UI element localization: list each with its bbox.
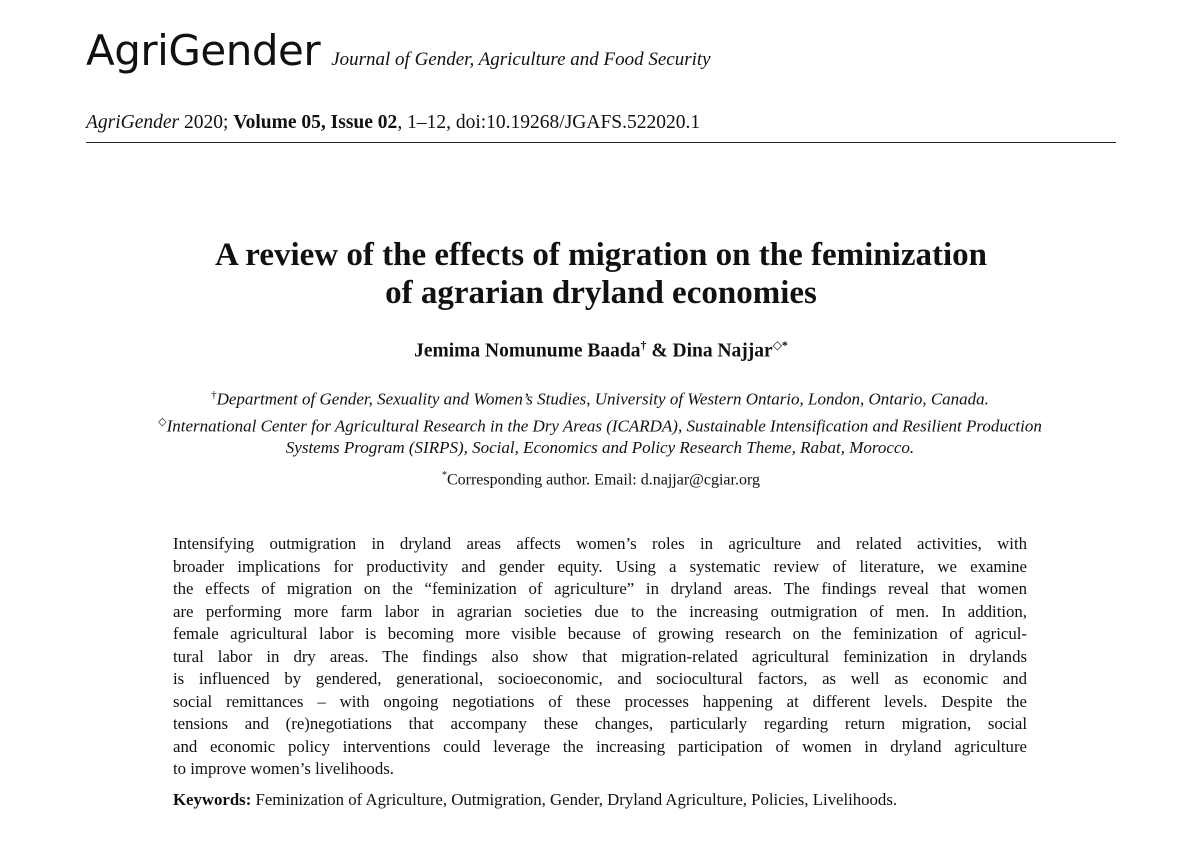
citation-year: 2020; — [179, 112, 234, 133]
journal-subtitle: Journal of Gender, Agriculture and Food Security — [331, 49, 711, 70]
abstract-line: broader implications for productivity and gender equity. Using a systematic review of literature, we examine — [173, 556, 1027, 576]
affiliation-text: International Center for Agricultural Research in the Dry Areas (ICARDA), Sustainable Intensification and Resilient Production — [166, 416, 1042, 436]
journal-name: AgriGender — [86, 26, 321, 75]
abstract — [173, 533, 1027, 781]
article-title-line-2: of agrarian dryland economies — [385, 275, 817, 311]
abstract-line: are performing more farm labor in agrarian societies due to the increasing outmigration of men. In addition, — [173, 601, 1027, 621]
author-mark-1: † — [640, 338, 647, 352]
affiliation-2-continued — [40, 437, 1160, 459]
keywords-text: Feminization of Agriculture, Outmigration, Gender, Dryland Agriculture, Policies, Livelihoods. — [251, 790, 898, 809]
abstract-line: and economic policy interventions could leverage the increasing participation of women in dryland agriculture — [173, 736, 1027, 756]
article-title — [86, 236, 1116, 312]
corresponding-mark: * — [441, 470, 447, 481]
author-list — [86, 338, 1116, 363]
keywords — [173, 790, 1027, 810]
affiliation-1 — [40, 384, 1160, 411]
affiliation-text: Systems Program (SIRPS), Social, Economics and Policy Research Theme, Rabat, Morocco. — [285, 438, 915, 458]
abstract-line: female agricultural labor is becoming more visible because of growing research on the feminization of agricul- — [173, 624, 1027, 643]
affiliation-mark: † — [211, 389, 217, 401]
journal-masthead — [86, 26, 711, 75]
article-title-line-1: A review of the effects of migration on the feminization — [215, 237, 987, 273]
abstract-line: is influenced by gendered, generational, socioeconomic, and sociocultural factors, as well as economic and — [173, 669, 1027, 688]
abstract-line: social remittances – with ongoing negotiations of these processes happening at different levels. Despite the — [173, 691, 1027, 711]
author-name-1: Jemima Nomunume Baada — [414, 340, 641, 362]
affiliation-mark: ◇ — [158, 415, 167, 428]
corresponding-author — [86, 470, 1116, 489]
abstract-line: to improve women’s livelihoods. — [173, 759, 394, 778]
abstract-line: the effects of migration on the “feminization of agriculture” in dryland areas. The findings reveal that women — [173, 579, 1027, 598]
abstract-line: tural labor in dry areas. The findings also show that migration-related agricultural feminization in drylands — [173, 646, 1027, 666]
affiliations — [40, 384, 1160, 459]
abstract-line: Intensifying outmigration in dryland areas affects women’s roles in agriculture and related activities, with — [173, 534, 1027, 553]
affiliation-text: Department of Gender, Sexuality and Women’s Studies, University of Western Ontario, London, Ontario, Canada. — [216, 389, 989, 409]
citation-pages-doi: , 1–12, doi:10.19268/JGAFS.522020.1 — [397, 112, 701, 133]
keywords-label: Keywords: — [173, 790, 252, 809]
author-name-2: Dina Najjar — [672, 340, 773, 362]
citation-journal: AgriGender — [86, 112, 180, 133]
citation-line — [86, 112, 700, 134]
author-separator: & — [646, 340, 673, 362]
citation-volume-issue: Volume 05, Issue 02 — [233, 112, 398, 133]
affiliation-2 — [40, 411, 1160, 438]
author-mark-2: ◇* — [772, 338, 788, 352]
abstract-line: tensions and (re)negotiations that accompany these changes, particularly regarding return migration, social — [173, 714, 1027, 733]
corresponding-text: Corresponding author. Email: d.najjar@cgiar.org — [446, 471, 761, 489]
header-rule — [86, 142, 1116, 143]
